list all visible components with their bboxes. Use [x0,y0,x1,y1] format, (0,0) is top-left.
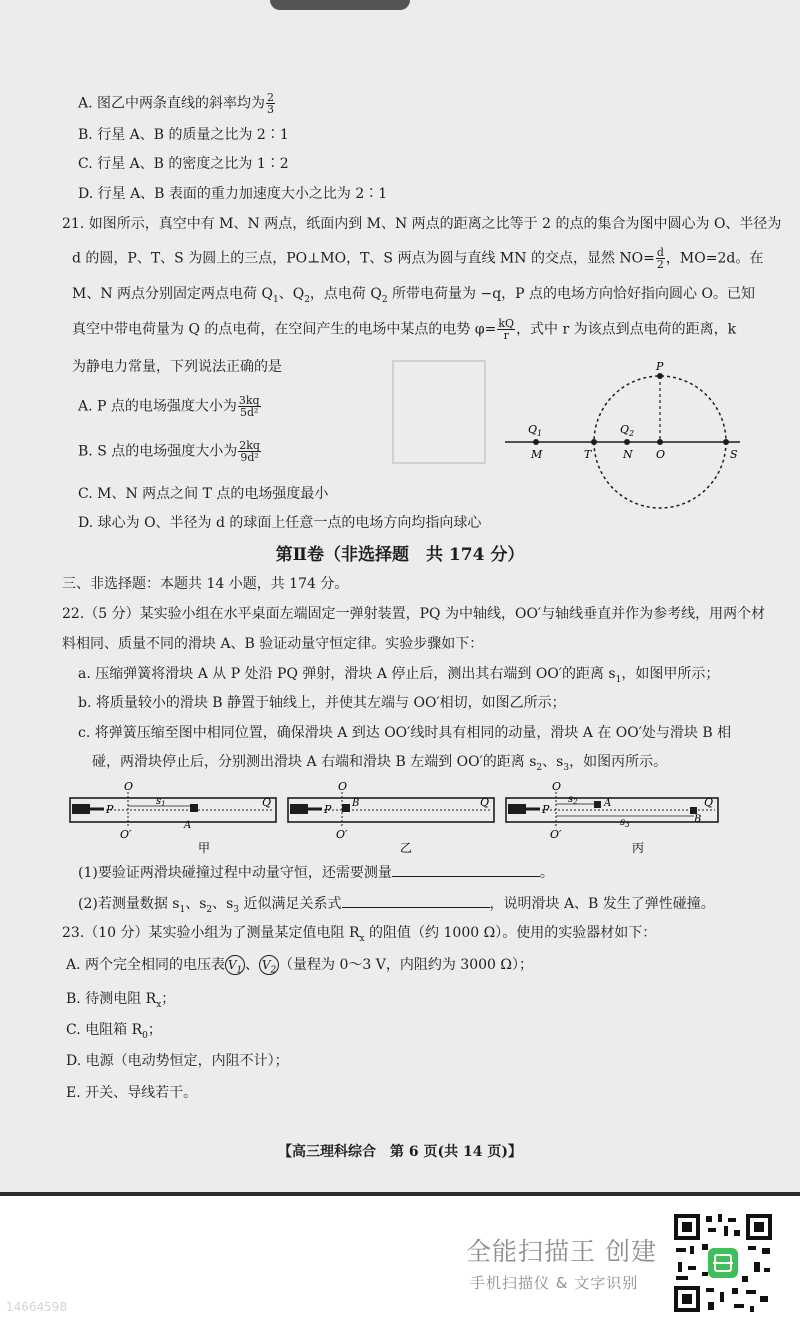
q22-line1: 22.（5 分）某实验小组在水平桌面左端固定一弹射装置，PQ 为中轴线，OO′与轴线垂直并作为参考线，用两个材 [62,606,766,622]
q23-option-e: E. 开关、导线若干。 [66,1085,198,1101]
watermark-title: 全能扫描王 创建 [466,1237,657,1266]
figure-yi [288,780,494,855]
label-p: P [656,360,664,373]
svg-text:B: B [352,798,360,809]
svg-text:s3: $s_3$ [620,817,630,829]
q21-option-c: C. M、N 两点之间 T 点的电场强度最小 [78,486,329,502]
q20-option-c: C. 行星 A、B 的密度之比为 1∶2 [78,156,289,172]
paper-edge [0,1192,800,1196]
voltmeter-v2-icon: $V_2$ [259,955,279,975]
svg-text:O: O [552,780,562,793]
svg-text:P: P [106,803,114,816]
section-intro: 三、非选择题：本题共 14 小题，共 174 分。 [62,576,349,592]
label-m: M [531,448,543,461]
svg-text:P: P [324,803,332,816]
svg-text:Q: Q [262,796,272,809]
caption-jia: 甲 [198,841,211,855]
caption-yi: 乙 [400,841,413,855]
image-id: 14664598 [6,1300,68,1314]
q21-option-d: D. 球心为 O、半径为 d 的球面上任意一点的电场方向均指向球心 [78,515,482,531]
svg-text:A: A [184,820,192,831]
point-p [657,373,663,379]
label-s: S [730,448,738,461]
svg-text:A: A [604,798,612,809]
svg-text:B: B [694,814,702,825]
show-through-ghost [392,360,486,464]
point-n [624,439,630,445]
q21-option-b: B. S 点的电场强度大小为 $\frac{2kq}{\text{9d²}}$ [78,439,260,464]
q21-line4: 真空中带电荷量为 Q 的点电荷，在空间产生的电场中某点的电势 φ= $\frac{kQ}{r}$ ，式中 r 为该点到点电荷的距离，k [72,317,737,342]
section-title: 第Ⅱ卷（非选择题 共 174 分） [275,545,525,565]
svg-text:O: O [338,780,348,793]
q20-option-a: A. 图乙中两条直线的斜率均为 $\frac{2}{3}$ [78,91,275,116]
svg-text:Q: Q [480,796,490,809]
q23-option-c: C. 电阻箱 $R_0$； [66,1022,162,1041]
svg-text:O′: O′ [336,828,348,841]
q21-line5: 为静电力常量，下列说法正确的是 [72,359,282,375]
svg-text:O′: O′ [120,828,132,841]
q21-line3: M、N 两点分别固定两点电荷 $Q_1$、$Q_2$，点电荷 $Q_2$ 所带电荷量为 −q，P 点的电场方向恰好指向圆心 O。已知 [72,286,755,305]
q22-step-c1: c. 将弹簧压缩至图中相同位置，确保滑块 A 到达 OO′线时具有相同的动量，滑块 A 在 OO′处与滑块 B 相 [78,725,732,741]
watermark-subtitle: 手机扫描仪 & 文字识别 [470,1274,639,1292]
label-n: N [623,448,633,461]
page-footer: 【高三理科综合 第 6 页(共 14 页)】 [278,1144,522,1160]
svg-text:s1: $s_1$ [156,796,166,808]
label-q2: $Q_2$ [620,423,635,438]
q21-line2: d 的圆，P、T、S 为圆上的三点，PO⊥MO，T、S 两点为圆与直线 MN 的交点，显然 NO= $\frac{d}{2}$ ，MO=2d。在 [72,246,764,271]
q22-step-a: a. 压缩弹簧将滑块 A 从 P 处沿 PQ 弹射，滑块 A 停止后，测出其右端到 OO′的距离 $s_1$，如图甲所示； [78,666,720,685]
point-s [723,439,729,445]
answer-blank-2 [342,893,490,908]
figure-jia [70,780,276,855]
q21-line1: 21. 如图所示，真空中有 M、N 两点，纸面内到 M、N 两点的距离之比等于 2 的点的集合为图中圆心为 O、半径为 [62,216,782,232]
point-t [591,439,597,445]
fraction: $\frac{2}{3}$ [267,91,275,116]
q23-option-d: D. 电源（电动势恒定，内阻不计）； [66,1053,289,1069]
label-t: T [584,448,592,461]
q20-option-d: D. 行星 A、B 表面的重力加速度大小之比为 2∶1 [78,186,388,202]
point-o [657,439,663,445]
track-figures [68,780,728,856]
q22-sub2: (2)若测量数据 $s_1$、$s_2$、$s_3$ 近似满足关系式 ，说明滑块 A、B 发生了弹性碰撞。 [78,893,715,920]
scan-shadow [270,0,410,10]
point-m [533,439,539,445]
q22-line2: 料相同、质量不同的滑块 A、B 验证动量守恒定律。实验步骤如下： [62,636,484,652]
qr-code-icon [672,1212,774,1314]
q22-step-c2: 碰，两滑块停止后，分别测出滑块 A 右端和滑块 B 左端到 OO′的距离 $s_2$、$s_3$，如图丙所示。 [92,754,668,773]
q23-option-a: A. 两个完全相同的电压表 $V_1$ 、 $V_2$ （量程为 0～3 V，内阻约为 3000 Ω）； [66,957,533,976]
label-o: O [656,448,666,461]
q21-option-a: A. P 点的电场强度大小为 $\frac{3kq}{\text{5d²}}$ [78,394,260,419]
figure-bing [506,780,718,855]
label-q1: $Q_1$ [528,423,543,438]
q20-option-b: B. 行星 A、B 的质量之比为 2∶1 [78,127,289,143]
q23-line1: 23.（10 分）某实验小组为了测量某定值电阻 $R_x$ 的阻值（约 1000 Ω）。使用的实验器材如下： [62,925,657,944]
answer-blank-1 [392,862,540,877]
caption-bing: 丙 [632,841,645,855]
circle-field-diagram [500,358,750,518]
q23-option-b: B. 待测电阻 $R_x$； [66,991,176,1010]
q22-step-b: b. 将质量较小的滑块 B 静置于轴线上，并使其左端与 OO′相切，如图乙所示； [78,695,566,711]
svg-text:Q: Q [704,796,714,809]
svg-text:O′: O′ [550,828,562,841]
svg-text:s2: $s_2$ [568,794,578,806]
q22-sub1: (1)要验证两滑块碰撞过程中动量守恒，还需要测量 。 [78,862,554,883]
svg-text:P: P [542,803,550,816]
voltmeter-v1-icon: $V_1$ [225,955,245,975]
svg-text:O: O [124,780,134,793]
